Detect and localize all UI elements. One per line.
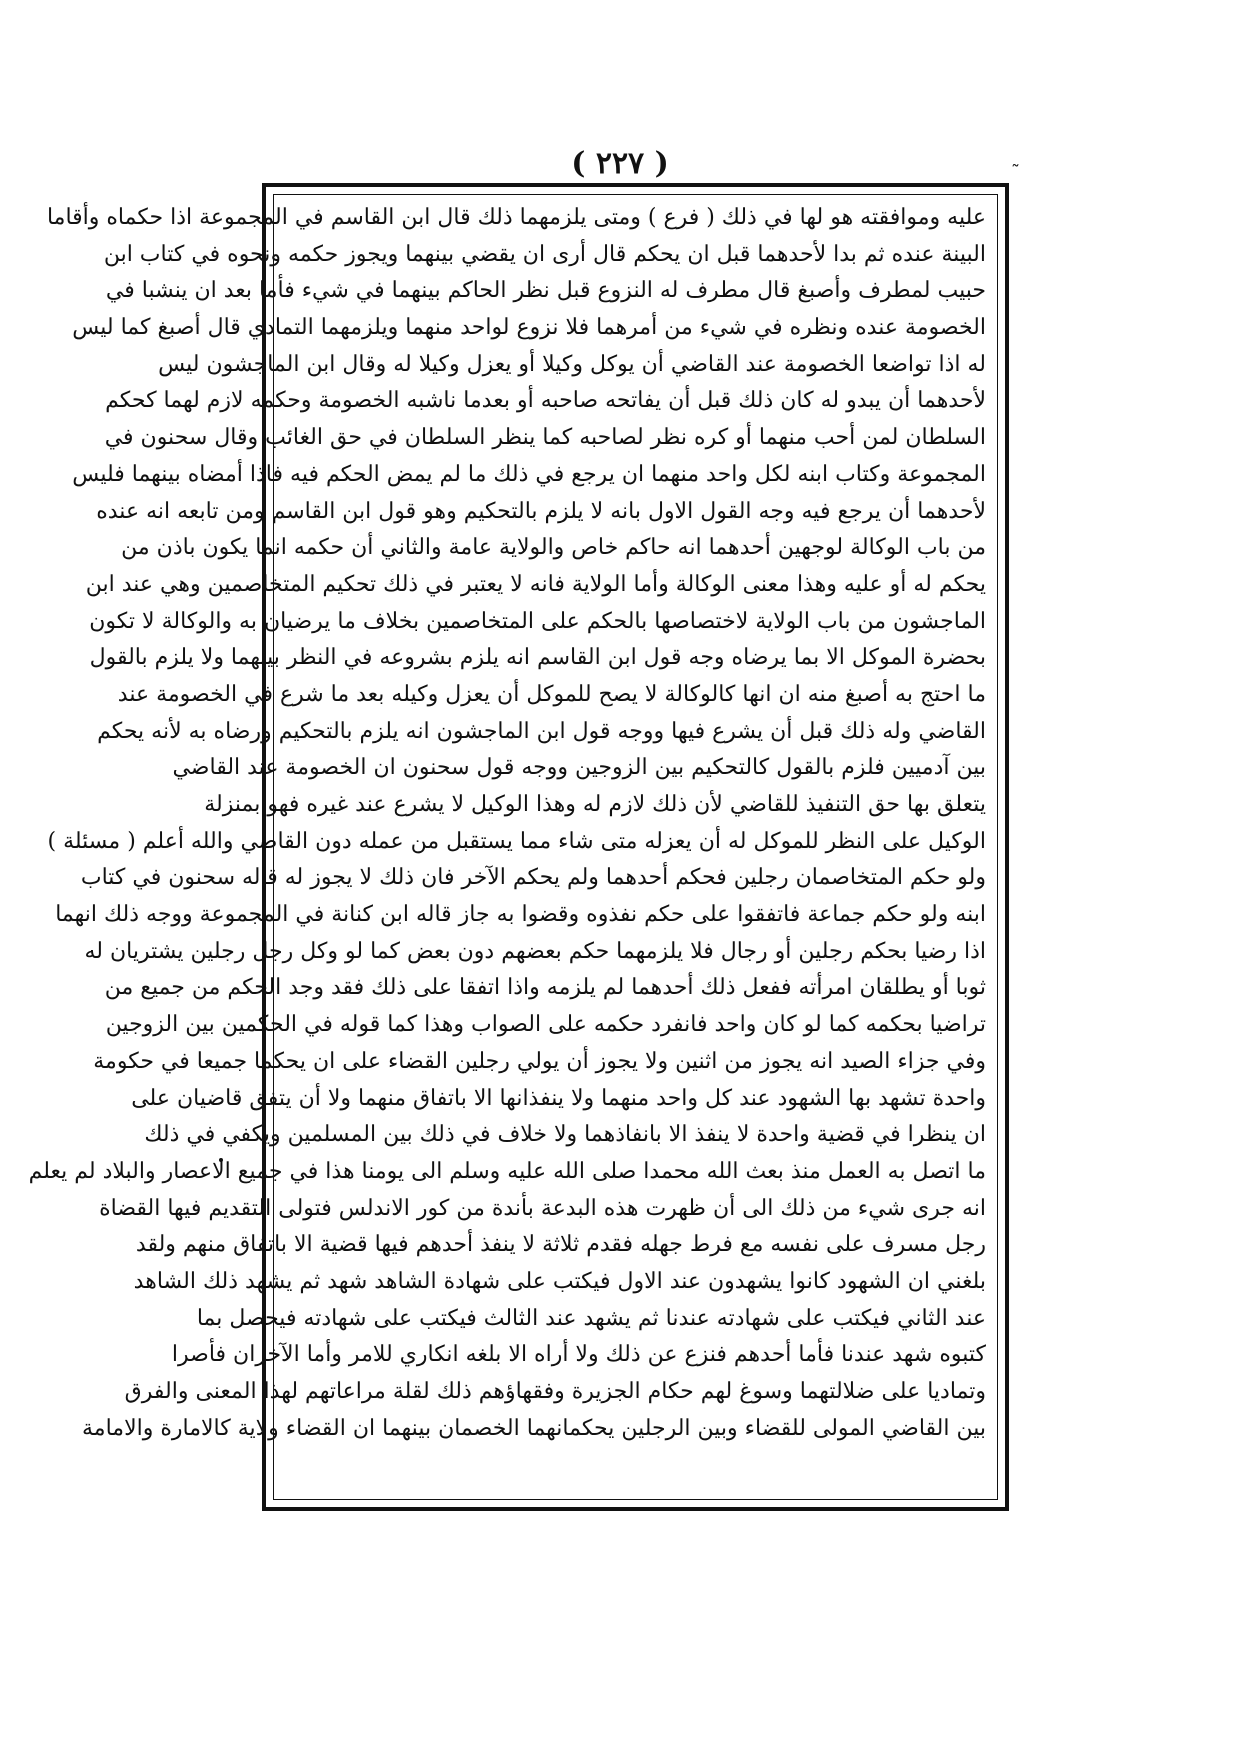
text-line: لأحدهما أن يرجع فيه وجه القول الاول بانه لا يلزم بالتحكيم وهو قول ابن القاسم ومن تابعه انه عنده	[96, 498, 986, 524]
text-line: الوكيل على النظر للموكل له أن يعزله متى شاء مما يستقبل من عمله دون القاضي والله أعلم ( مسئلة )	[47, 828, 986, 854]
text-line: رجل مسرف على نفسه مع فرط جهله فقدم ثلاثة لا ينفذ أحدهم فيها قضية الا باتفاق منهم ولقد	[135, 1232, 986, 1258]
frame-corner-mark: ˜	[1011, 162, 1020, 183]
text-line: وفي جزاء الصيد انه يجوز من اثنين ولا يجوز أن يولي رجلين القضاء على ان يحكما جميعا في حكومة	[93, 1048, 986, 1074]
text-line: انه جرى شيء من ذلك الى أن ظهرت هذه البدعة بأندة من كور الاندلس فتولى التقديم فيها القضاة	[99, 1195, 986, 1221]
text-line: بين القاضي المولى للقضاء وبين الرجلين يحكمانهما الخصمان بينهما ان القضاء ولاية كالامارة والامامة	[82, 1415, 986, 1441]
text-line: الخصومة عنده ونظره في شيء من أمرهما فلا نزوع لواحد منهما ويلزمهما التمادي قال أصبغ كما ليس	[72, 315, 986, 341]
text-line: المجموعة وكتاب ابنه لكل واحد منهما ان يرجع في ذلك ما لم يمض الحكم فيه فاذا أمضاه بينهما فليس	[72, 461, 986, 487]
text-line: عند الثاني فيكتب على شهادته عندنا ثم يشهد عند الثالث فيكتب على شهادته فيحصل بما	[196, 1305, 986, 1331]
text-line: ان ينظرا في قضية واحدة لا ينفذ الا بانفاذهما ولا خلاف في ذلك بين المسلمين ويكفي في ذلك	[144, 1122, 986, 1148]
text-line: واحدة تشهد بها الشهود عند كل واحد منهما ولا ينفذانها الا باتفاق منهما ولا أن يتفق قاضيان على	[131, 1085, 986, 1111]
text-line: بين آدميين فلزم بالقول كالتحكيم بين الزوجين ووجه قول سحنون ان الخصومة عند القاضي	[172, 755, 986, 781]
text-line: عليه وموافقته هو لها في ذلك ( فرع ) ومتى يلزمهما ذلك قال ابن القاسم في المجموعة اذا حكماه وأقاما	[46, 205, 986, 230]
text-line: ما اتصل به العمل منذ بعث الله محمدا صلى الله عليه وسلم الى يومنا هذا في جميع الاعصار والبلاد لم يعلم	[28, 1158, 986, 1184]
text-line: حبيب لمطرف وأصبغ قال مطرف له النزوع قبل نظر الحاكم بينهما في شيء فأما بعد ان ينشبا في	[105, 278, 986, 304]
text-line: البينة عنده ثم بدا لأحدهما قبل ان يحكم قال أرى ان يقضي بينهما ويجوز حكمه ونحوه في كتاب ابن	[103, 241, 986, 267]
text-line: القاضي وله ذلك قبل أن يشرع فيها ووجه قول ابن الماجشون انه يلزم بالتحكيم ورضاه به لأنه يحكم	[97, 718, 986, 744]
text-line: اذا رضيا بحكم رجلين أو رجال فلا يلزمهما حكم بعضهم دون بعض كما لو وكل رجل رجلين يشتريان له	[84, 938, 986, 964]
text-line: ثوبا أو يطلقان امرأته ففعل ذلك أحدهما لم يلزمه واذا اتفقا على ذلك فقد وجد الحكم من جميع من	[104, 975, 986, 1001]
text-line: وتماديا على ضلالتهما وسوغ لهم حكام الجزيرة وفقهاؤهم ذلك لقلة مراعاتهم لهذا المعنى والفرق	[124, 1379, 986, 1404]
text-line: يتعلق بها حق التنفيذ للقاضي لأن ذلك لازم له وهذا الوكيل لا يشرع عند غيره فهو بمنزلة	[204, 792, 986, 817]
text-line: كتبوه شهد عندنا فأما أحدهم فنزع عن ذلك ولا أراه الا بلغه انكاري للامر وأما الآخران فأصرا	[171, 1342, 986, 1368]
text-line: يحكم له أو عليه وهذا معنى الوكالة وأما الولاية فانه لا يعتبر في ذلك تحكيم المتخاصمين وهي عند ابن	[85, 571, 986, 597]
text-line: ولو حكم المتخاصمان رجلين فحكم أحدهما ولم يحكم الآخر فان ذلك لا يجوز له قاله سحنون في كتاب	[80, 865, 986, 891]
page-number: ( ٢٢٧ )	[571, 146, 669, 181]
text-line: الماجشون من باب الولاية لاختصاصها بالحكم على المتخاصمين بخلاف ما يرضيان به والوكالة لا تكون	[89, 608, 986, 634]
text-line: ما احتج به أصبغ منه ان انها كالوكالة لا يصح للموكل أن يعزل وكيله بعد ما شرع في الخصومة عند	[117, 681, 986, 707]
body-text	[28, 196, 996, 1501]
text-line: بحضرة الموكل الا بما يرضاه وجه قول ابن القاسم انه يلزم بشروعه في النظر بينهما ولا يلزم بالقول	[89, 645, 986, 671]
text-line: تراضيا بحكمه كما لو كان واحد فانفرد حكمه على الصواب وهذا كما قوله في الحكمين بين الزوجين	[105, 1012, 986, 1038]
text-line: السلطان لمن أحب منهما أو كره نظر لصاحبه كما ينظر السلطان في حق الغائب وقال سحنون في	[104, 425, 986, 451]
text-line: ابنه ولو حكم جماعة فاتفقوا على حكم نفذوه وقضوا به جاز قاله ابن كنانة في المجموعة ووجه ذلك انهما	[55, 902, 986, 928]
text-line: لأحدهما أن يبدو له كان ذلك قبل أن يفاتحه صاحبه أو بعدما ناشبه الخصومة وحكمه لازم لهما كحكم	[105, 388, 986, 414]
text-line: له اذا تواضعا الخصومة عند القاضي أن يوكل وكيلا أو يعزل وكيلا له وقال ابن الماجشون ليس	[158, 351, 986, 377]
text-line: بلغني ان الشهود كانوا يشهدون عند الاول فيكتب على شهادة الشاهد شهد ثم يشهد ذلك الشاهد	[133, 1268, 986, 1294]
text-line: من باب الوكالة لوجهين أحدهما انه حاكم خاص والولاية عامة والثاني أن حكمه انما يكون باذن من	[121, 535, 986, 561]
